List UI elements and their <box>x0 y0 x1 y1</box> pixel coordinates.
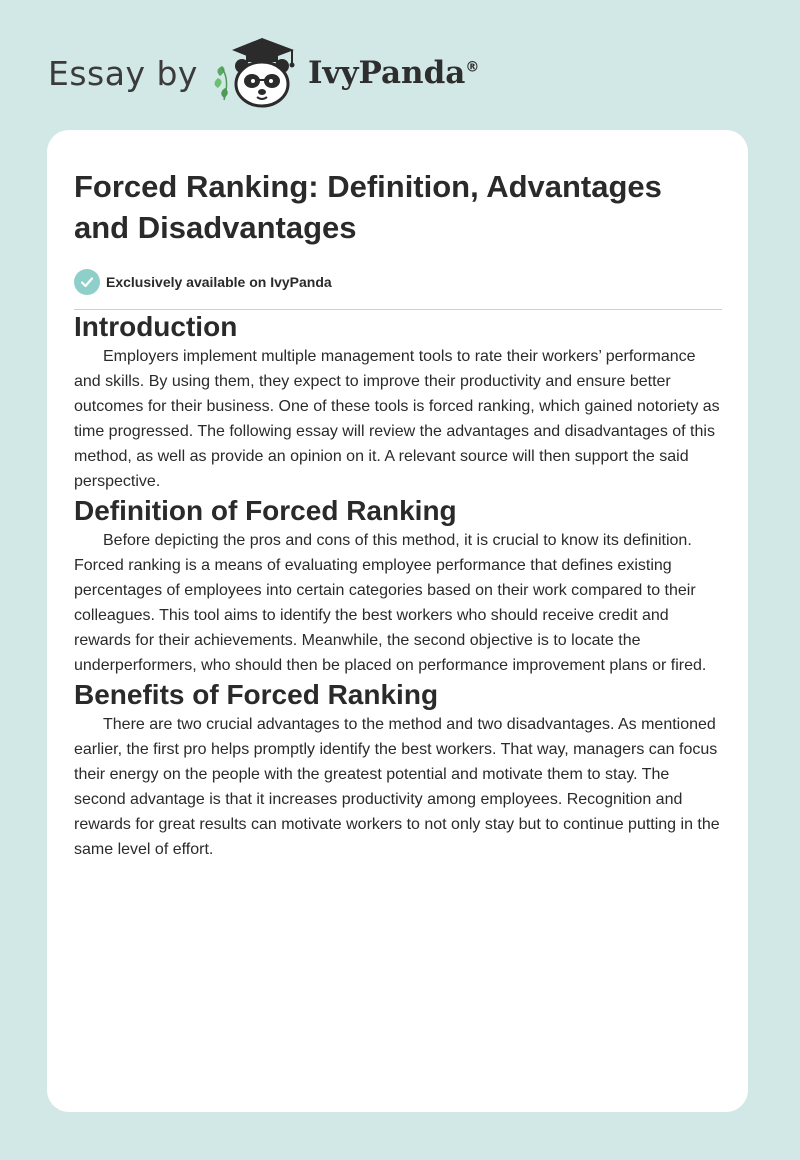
section-paragraph-definition: Before depicting the pros and cons of this method, it is crucial to know its definition. Forced ranking is a means of evaluating employee performance that defines existing percentages of employees into certain categories based on their work compared to their colleagues. This tool aims to identify the best workers who should receive credit and rewards for their achievements. Meanwhile, the second objective is to locate the underperformers, who should then be placed on performance improvement plans or fired. <box>74 532 707 674</box>
badge-label: Exclusively available on IvyPanda <box>106 274 332 290</box>
brand-prefix: Essay by <box>48 53 198 93</box>
essay-card <box>47 130 748 1112</box>
brand-name: IvyPanda® <box>307 55 480 91</box>
section-heading-introduction: Introduction <box>74 311 238 342</box>
section-paragraph-benefits: There are two crucial advantages to the method and two disadvantages. As mentioned earlier, the first pro helps promptly identify the best workers. That way, managers can focus their energy on the people with the greatest potential and motivate them to stay. The second advantage is that it increases productivity among employees. Recognition and rewards for great results can motivate workers to not only stay but to continue putting in the same level of effort. <box>74 716 720 858</box>
section-heading-definition: Definition of Forced Ranking <box>74 495 457 526</box>
registered-mark: ® <box>465 59 480 76</box>
brand-header[interactable] <box>48 36 479 110</box>
panda-logo-icon <box>212 36 302 110</box>
page-title: Forced Ranking: Definition, Advantages and Disadvantages <box>74 169 662 245</box>
exclusive-badge <box>74 268 722 296</box>
checkmark-icon <box>74 269 100 295</box>
section-paragraph-introduction: Employers implement multiple management tools to rate their workers’ performance and skills. By using them, they expect to improve their productivity and ensure better outcomes for their business. One of these tools is forced ranking, which gained notoriety as time progressed. The following essay will review the advantages and disadvantages of this method, as well as provide an opinion on it. A relevant source will then support the said perspective. <box>74 348 720 490</box>
section-heading-benefits: Benefits of Forced Ranking <box>74 679 439 710</box>
